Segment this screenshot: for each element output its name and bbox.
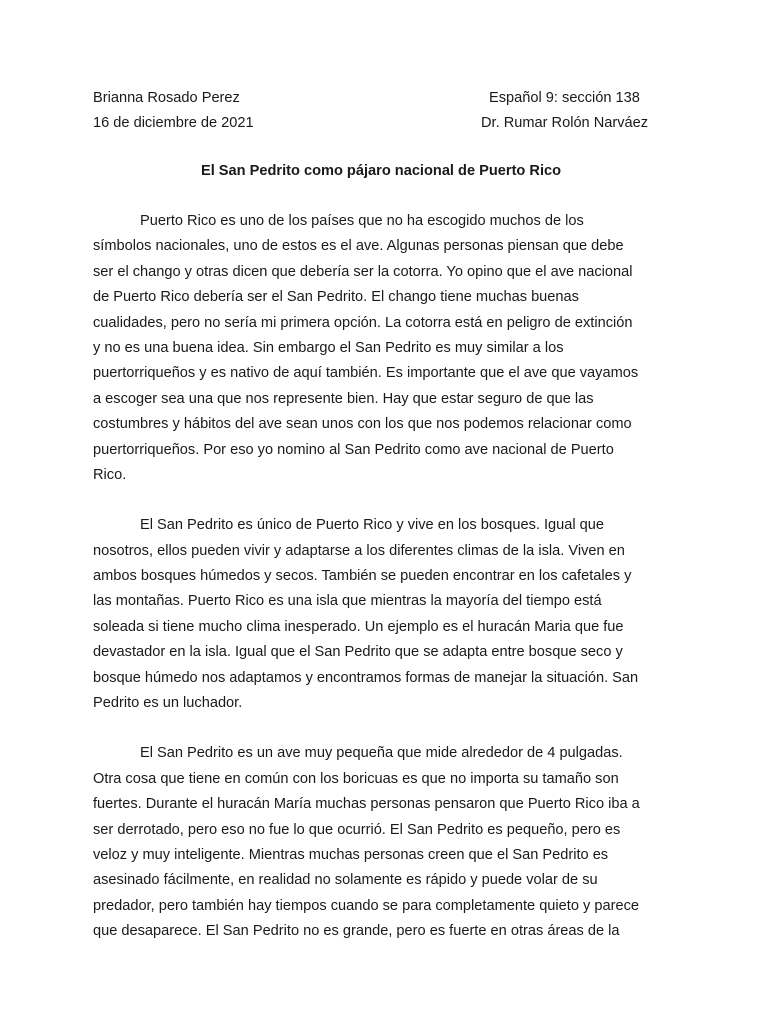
author-name: Brianna Rosado Perez bbox=[93, 90, 240, 106]
paragraph-line: fuertes. Durante el huracán María muchas personas pensaron que Puerto Rico iba a bbox=[93, 796, 640, 813]
paragraph-line: símbolos nacionales, uno de estos es el ave. Algunas personas piensan que debe bbox=[93, 238, 624, 255]
paragraph-line: Otra cosa que tiene en común con los boricuas es que no importa su tamaño son bbox=[93, 770, 619, 787]
essay-title-text: El San Pedrito como pájaro nacional de Puerto Rico bbox=[200, 163, 562, 179]
document-header bbox=[93, 86, 673, 136]
paragraph-line: bosque húmedo nos adaptamos y encontramos formas de manejar la situación. San bbox=[93, 669, 639, 686]
paragraph-line: asesinado fácilmente, en realidad no solamente es rápido y puede volar de su bbox=[93, 872, 598, 889]
paragraph-line: puertorriqueños. Por eso yo nomino al San Pedrito como ave nacional de Puerto bbox=[93, 441, 614, 458]
paragraph-line: predador, pero también hay tiempos cuando se para completamente quieto y parece bbox=[93, 897, 639, 914]
essay-title bbox=[0, 160, 768, 182]
header-row-1 bbox=[93, 86, 673, 111]
paragraph-line: soleada si tiene mucho clima inesperado. Un ejemplo es el huracán Maria que fue bbox=[93, 618, 624, 635]
paragraph-3 bbox=[93, 741, 675, 944]
paragraph-2 bbox=[93, 513, 675, 716]
paragraph-1 bbox=[93, 209, 675, 488]
paragraph-line: cualidades, pero no sería mi primera opción. La cotorra está en peligro de extinción bbox=[93, 314, 633, 331]
paragraph-line: Puerto Rico es uno de los países que no ha escogido muchos de los bbox=[140, 213, 584, 229]
paragraph-line: que desaparece. El San Pedrito no es grande, pero es fuerte en otras áreas de la bbox=[93, 923, 620, 940]
paragraph-line: Rico. bbox=[93, 466, 127, 483]
header-row-2 bbox=[93, 111, 673, 136]
paragraph-line: ambos bosques húmedos y secos. También se pueden encontrar en los cafetales y bbox=[93, 568, 632, 585]
paragraph-line: costumbres y hábitos del ave sean unos con los que nos podemos relacionar como bbox=[93, 416, 632, 433]
course-name: Español 9: sección 138 bbox=[489, 90, 640, 106]
document-date: 16 de diciembre de 2021 bbox=[93, 115, 254, 131]
teacher-name: Dr. Rumar Rolón Narváez bbox=[481, 115, 649, 131]
paragraph-line: El San Pedrito es un ave muy pequeña que mide alrededor de 4 pulgadas. bbox=[140, 745, 623, 762]
paragraph-line: devastador en la isla. Igual que el San Pedrito que se adapta entre bosque seco y bbox=[93, 644, 623, 661]
paragraph-line: las montañas. Puerto Rico es una isla que mientras la mayoría del tiempo está bbox=[93, 593, 602, 610]
paragraph-line: nosotros, ellos pueden vivir y adaptarse a los diferentes climas de la isla. Viven en bbox=[93, 542, 625, 559]
paragraph-line: de Puerto Rico debería ser el San Pedrito. El chango tiene muchas buenas bbox=[93, 289, 579, 306]
paragraph-line: El San Pedrito es único de Puerto Rico y vive en los bosques. Igual que bbox=[140, 517, 605, 534]
paragraph-line: ser derrotado, pero eso no fue lo que ocurrió. El San Pedrito es pequeño, pero es bbox=[93, 821, 621, 838]
paragraph-line: a escoger sea una que nos represente bien. Hay que estar seguro de que las bbox=[93, 390, 594, 407]
essay-body bbox=[93, 209, 675, 970]
paragraph-line: ser el chango y otras dicen que debería ser la cotorra. Yo opino que el ave nacional bbox=[93, 263, 633, 280]
paragraph-line: y no es una buena idea. Sin embargo el San Pedrito es muy similar a los bbox=[93, 339, 564, 356]
paragraph-line: Pedrito es un luchador. bbox=[93, 695, 243, 712]
paragraph-line: puertorriqueños y es nativo de aquí también. Es importante que el ave que vayamos bbox=[93, 365, 639, 382]
paragraph-line: veloz y muy inteligente. Mientras muchas personas creen que el San Pedrito es bbox=[93, 846, 609, 863]
